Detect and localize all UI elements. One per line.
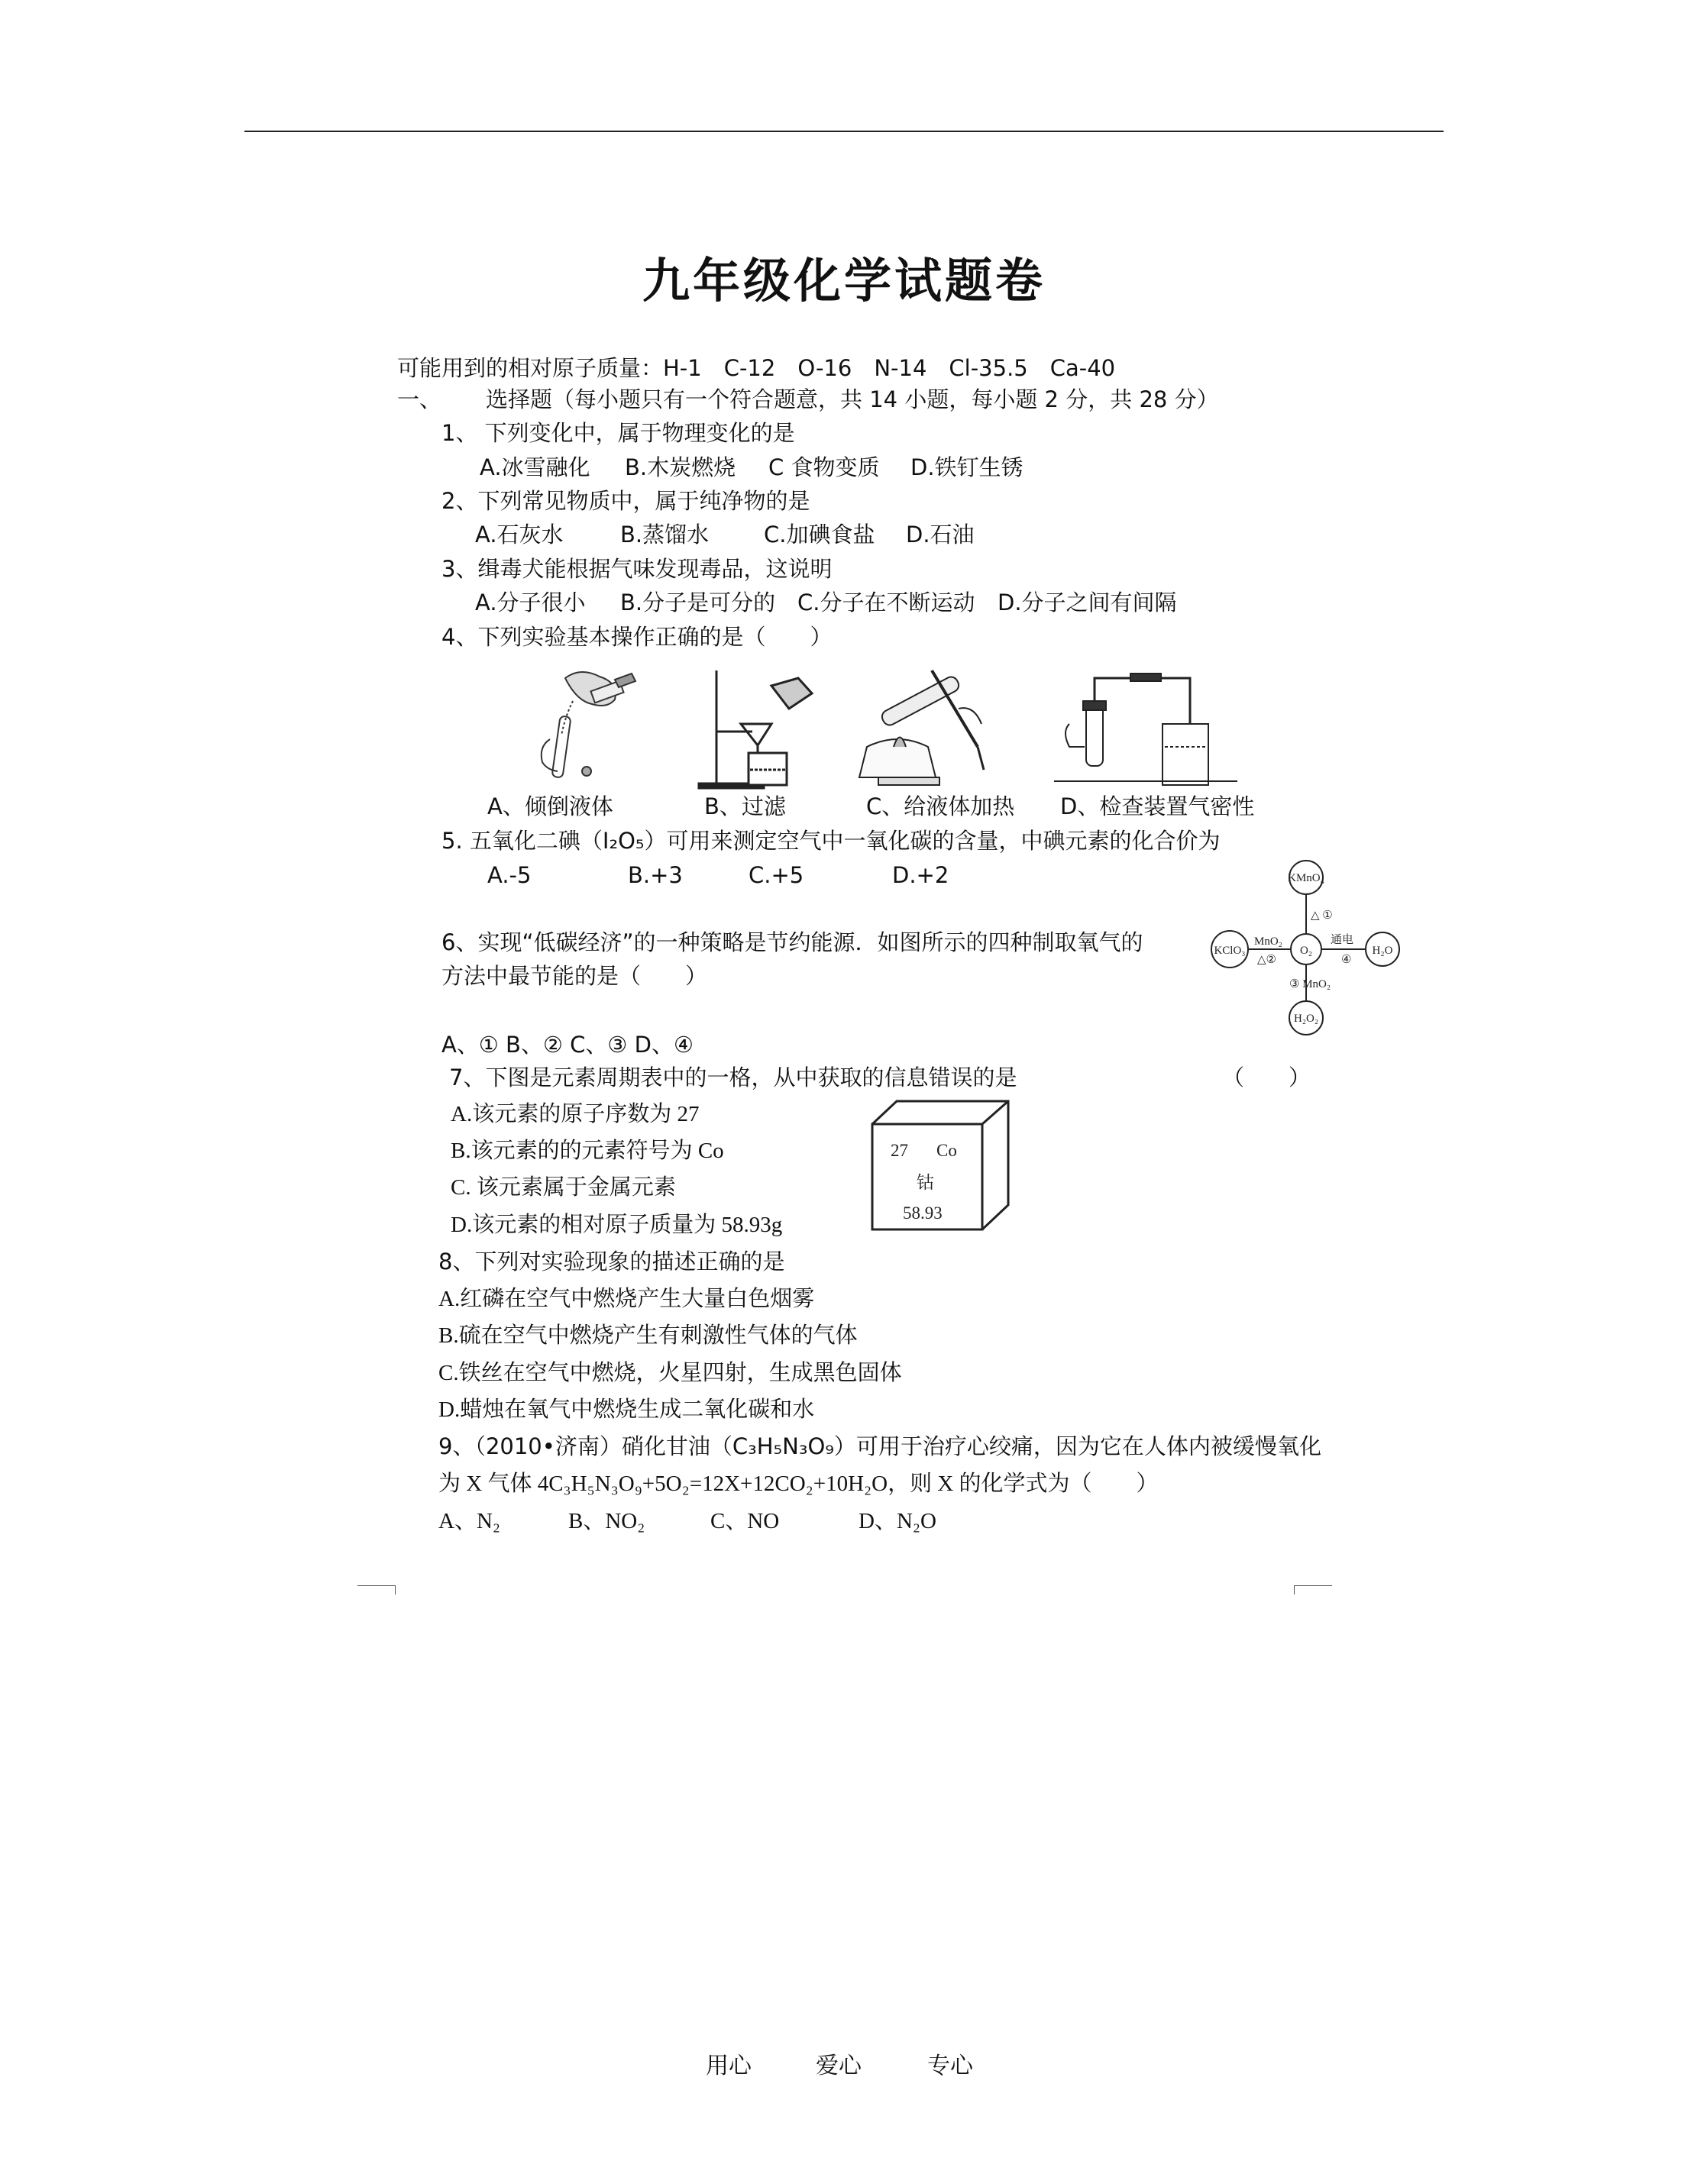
arrow-3-label: ③ MnO₂ [1289, 978, 1331, 990]
q1-option-b: B.木炭燃烧 [625, 454, 736, 480]
element-symbol: Co [936, 1141, 957, 1160]
q8-option-a: A.红磷在空气中燃烧产生大量白色烟雾 [438, 1287, 815, 1311]
corner-mark-left [357, 1585, 396, 1586]
q5-option-b: B.+3 [628, 862, 683, 888]
h2o2-label: H₂O₂ [1293, 1013, 1319, 1025]
o2-label: O₂ [1299, 945, 1313, 957]
question-5-stem: 5. 五氧化二碘（I₂O₅）可用来测定空气中一氧化碳的含量，中碘元素的化合价为 [441, 828, 1221, 854]
q9-option-a: A、N₂ [438, 1509, 500, 1533]
corner-mark-right-tick [1294, 1585, 1295, 1594]
airtightness-check-image [1054, 674, 1237, 785]
q8-option-d: D.蜡烛在氧气中燃烧生成二氧化碳和水 [438, 1397, 815, 1422]
lab-operations-figure [519, 663, 1253, 794]
q2-option-a: A.石灰水 [475, 522, 564, 548]
filtering-image [699, 670, 812, 788]
arrow-2-label-bottom: △② [1257, 954, 1276, 966]
question-6-stem-line1: 6、实现“低碳经济”的一种策略是节约能源．如图所示的四种制取氧气的 [441, 929, 1143, 955]
question-6-stem-line2: 方法中最节能的是（ ） [441, 963, 708, 989]
page-title: 九年级化学试题卷 [642, 253, 1046, 309]
question-7-paren: （ ） [1222, 1065, 1311, 1090]
kmno4-label: KMnO₄ [1288, 872, 1324, 884]
footer-word-3: 专心 [927, 2053, 973, 2079]
q2-option-b: B.蒸馏水 [620, 522, 710, 548]
q1-option-d: D.铁钉生锈 [910, 454, 1023, 480]
footer-word-1: 用心 [706, 2053, 752, 2079]
arrow-1-label: △ ① [1311, 909, 1333, 922]
q4-option-a: A、倾倒液体 [487, 793, 613, 819]
q6-options: A、① B、② C、③ D、④ [441, 1032, 694, 1058]
q1-option-c: C 食物变质 [768, 454, 880, 480]
q8-option-b: B.硫在空气中燃烧产生有刺激性气体的气体 [438, 1323, 858, 1348]
section-heading: 选择题（每小题只有一个符合题意，共 14 小题，每小题 2 分，共 28 分） [486, 386, 1219, 412]
question-2-stem: 2、下列常见物质中，属于纯净物的是 [441, 488, 810, 514]
q5-option-d: D.+2 [892, 862, 949, 888]
arrow-2-label-top: MnO₂ [1254, 935, 1282, 948]
q2-option-d: D.石油 [906, 522, 975, 548]
arrow-4-label-top: 通电 [1331, 934, 1354, 946]
footer-word-2: 爱心 [816, 2053, 862, 2079]
question-7-stem: 7、下图是元素周期表中的一格，从中获取的信息错误的是 [449, 1065, 1017, 1090]
q4-option-d: D、检查装置气密性 [1060, 793, 1255, 819]
oxygen-methods-diagram [1207, 859, 1405, 1042]
h2o-label: H₂O [1372, 945, 1393, 957]
corner-mark-left-tick [395, 1585, 396, 1594]
q8-option-c: C.铁丝在空气中燃烧，火星四射，生成黑色固体 [438, 1361, 902, 1385]
q3-option-a: A.分子很小 [475, 590, 586, 615]
q7-option-a: A.该元素的原子序数为 27 [451, 1102, 700, 1126]
q1-option-a: A.冰雪融化 [480, 454, 590, 480]
question-1-stem: 1、 下列变化中，属于物理变化的是 [441, 420, 795, 446]
kclo3-label: KClO₃ [1214, 945, 1246, 957]
q3-option-c: C.分子在不断运动 [797, 590, 975, 615]
q4-option-c: C、给液体加热 [866, 793, 1015, 819]
question-9-stem-line1: 9、（2010•济南）硝化甘油（C₃H₅N₃O₉）可用于治疗心绞痛，因为它在人体内被缓慢氧化 [438, 1433, 1321, 1459]
question-8-stem: 8、下列对实验现象的描述正确的是 [438, 1249, 785, 1275]
q3-option-b: B.分子是可分的 [620, 590, 776, 615]
q9-option-b: B、NO₂ [568, 1509, 645, 1533]
q7-option-b: B.该元素的的元素符号为 Co [451, 1139, 724, 1163]
q5-option-a: A.-5 [487, 862, 532, 888]
q2-option-c: C.加碘食盐 [764, 522, 875, 548]
question-4-stem: 4、下列实验基本操作正确的是（ ） [441, 624, 833, 650]
arrow-4-label-bottom: ④ [1341, 954, 1352, 966]
header-rule [244, 131, 1444, 132]
corner-mark-right [1294, 1585, 1332, 1586]
pouring-liquid-image [542, 672, 635, 778]
section-number: 一、 [397, 386, 442, 412]
heating-liquid-image [859, 670, 984, 785]
element-name: 钴 [917, 1173, 934, 1192]
q3-option-d: D.分子之间有间隔 [998, 590, 1177, 615]
q4-option-b: B、过滤 [704, 793, 786, 819]
question-9-stem-line2: 为 X 气体 4C₃H₅N₃O₉+5O₂=12X+12CO₂+10H₂O，则 X 的化学式为（ ） [438, 1472, 1159, 1496]
element-mass: 58.93 [903, 1203, 943, 1223]
q9-option-d: D、N₂O [859, 1509, 936, 1533]
q9-option-c: C、NO [710, 1509, 780, 1533]
q5-option-c: C.+5 [749, 862, 804, 888]
periodic-table-cell [868, 1098, 1020, 1236]
question-3-stem: 3、缉毒犬能根据气味发现毒品，这说明 [441, 556, 833, 582]
q7-option-c: C. 该元素属于金属元素 [451, 1175, 676, 1200]
atomic-masses: 可能用到的相对原子质量：H-1 C-12 O-16 N-14 Cl-35.5 Ca-40 [397, 355, 1116, 381]
q7-option-d: D.该元素的相对原子质量为 58.93g [451, 1213, 783, 1237]
element-number: 27 [891, 1141, 908, 1160]
